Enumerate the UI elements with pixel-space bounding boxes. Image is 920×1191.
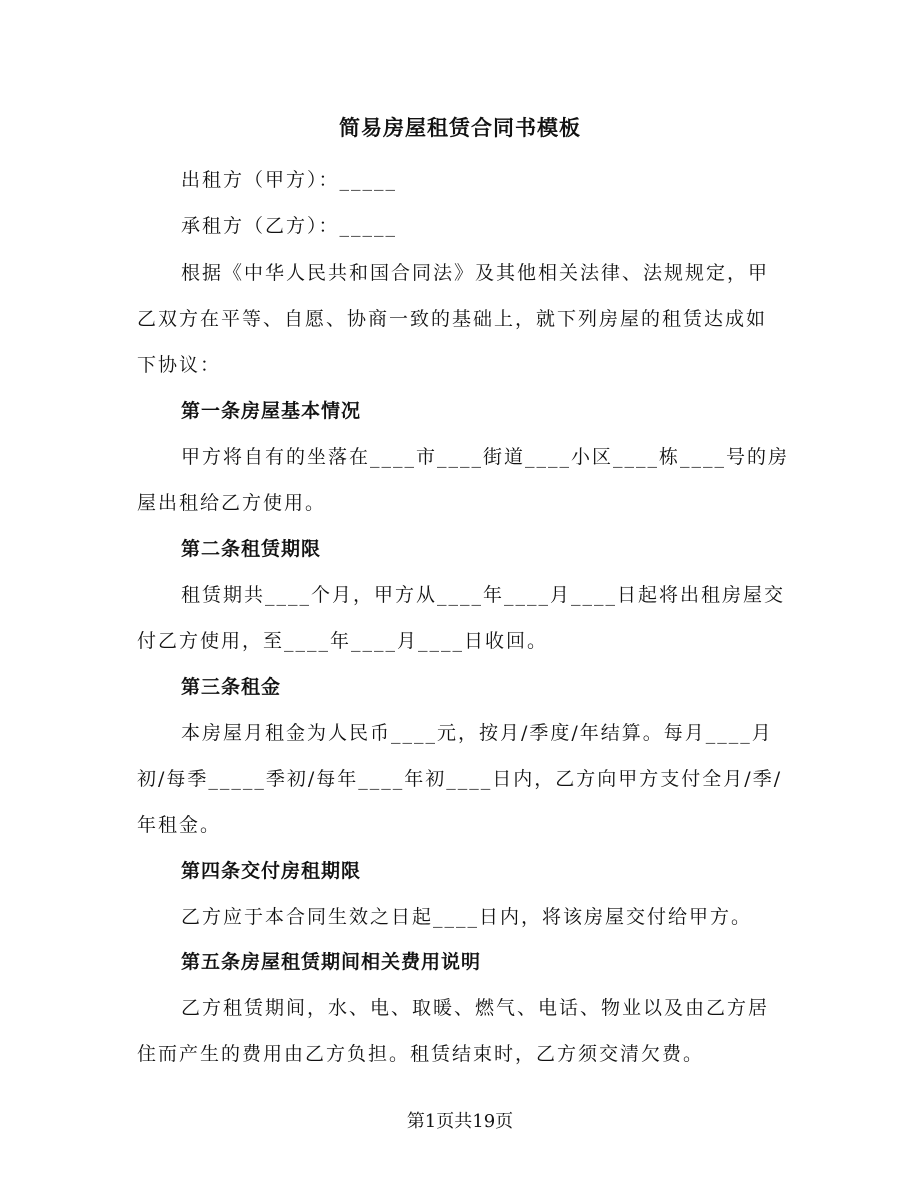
intro-paragraph-line-3: 下协议： — [137, 354, 222, 376]
article-5-heading: 第五条房屋租赁期间相关费用说明 — [181, 951, 482, 973]
article-2-line-2: 付乙方使用，至____年____月____日收回。 — [137, 630, 549, 652]
article-1-line-1: 甲方将自有的坐落在____市____街道____小区____栋____号的房 — [181, 446, 790, 468]
lessee-line: 承租方（乙方）：_____ — [181, 215, 398, 237]
article-3-line-2: 初/每季_____季初/每年____年初____日内，乙方向甲方支付全月/季/ — [137, 768, 783, 790]
page-indicator: 第1页共19页 — [406, 1111, 514, 1132]
article-2-line-1: 租赁期共____个月，甲方从____年____月____日起将出租房屋交 — [181, 584, 786, 606]
article-3-line-1: 本房屋月租金为人民币____元，按月/季度/年结算。每月____月 — [181, 722, 773, 744]
article-1-heading: 第一条房屋基本情况 — [181, 400, 362, 422]
article-4-line-1: 乙方应于本合同生效之日起____日内，将该房屋交付给甲方。 — [181, 906, 753, 928]
article-5-line-2: 住而产生的费用由乙方负担。租赁结束时，乙方须交清欠费。 — [137, 1043, 705, 1065]
lessor-line: 出租方（甲方）：_____ — [181, 169, 398, 191]
document-title: 简易房屋租赁合同书模板 — [339, 115, 581, 140]
article-5-line-1: 乙方租赁期间，水、电、取暖、燃气、电话、物业以及由乙方居 — [181, 997, 770, 1019]
article-3-line-3: 年租金。 — [137, 814, 222, 836]
article-4-heading: 第四条交付房租期限 — [181, 860, 362, 882]
intro-paragraph-line-1: 根据《中华人民共和国合同法》及其他相关法律、法规规定，甲 — [181, 262, 770, 284]
article-2-heading: 第二条租赁期限 — [181, 538, 322, 560]
article-1-line-2: 屋出租给乙方使用。 — [137, 492, 327, 514]
intro-paragraph-line-2: 乙双方在平等、自愿、协商一致的基础上，就下列房屋的租赁达成如 — [137, 308, 768, 330]
article-3-heading: 第三条租金 — [181, 676, 282, 698]
